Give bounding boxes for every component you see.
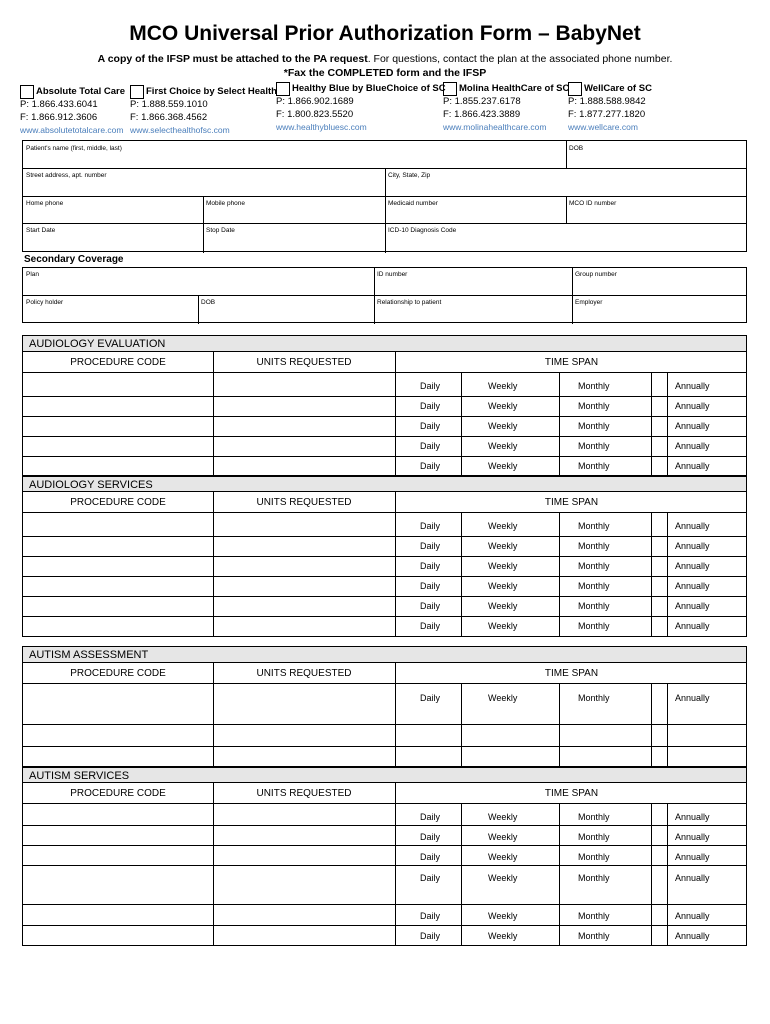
timespan-weekly[interactable]: Weekly bbox=[488, 381, 518, 391]
stop-date-field[interactable]: Stop Date bbox=[206, 227, 235, 234]
timespan-daily[interactable]: Daily bbox=[420, 381, 441, 391]
section-autism-assessment bbox=[22, 646, 747, 767]
timespan-monthly[interactable]: Monthly bbox=[578, 541, 610, 551]
timespan-annually[interactable]: Annually bbox=[675, 561, 710, 571]
timespan-daily[interactable]: Daily bbox=[420, 461, 441, 471]
plan-wellcare bbox=[568, 82, 652, 134]
timespan-annually[interactable]: Annually bbox=[675, 693, 710, 703]
plan-name: Healthy Blue by BlueChoice of SC bbox=[292, 82, 446, 94]
timespan-annually[interactable]: Annually bbox=[675, 521, 710, 531]
medicaid-number-field[interactable]: Medicaid number bbox=[388, 200, 438, 207]
col-procedure-code: PROCEDURE CODE bbox=[70, 497, 166, 508]
plan-fax: F: 1.877.277.1820 bbox=[568, 108, 646, 120]
timespan-annually[interactable]: Annually bbox=[675, 873, 710, 883]
timespan-daily[interactable]: Daily bbox=[420, 541, 441, 551]
timespan-weekly[interactable]: Weekly bbox=[488, 561, 518, 571]
timespan-daily[interactable]: Daily bbox=[420, 832, 441, 842]
timespan-monthly[interactable]: Monthly bbox=[578, 601, 610, 611]
form-title: MCO Universal Prior Authorization Form – BabyNet bbox=[129, 22, 641, 45]
timespan-annually[interactable]: Annually bbox=[675, 621, 710, 631]
timespan-weekly[interactable]: Weekly bbox=[488, 621, 518, 631]
timespan-annually[interactable]: Annually bbox=[675, 931, 710, 941]
plan-first-choice bbox=[130, 85, 277, 137]
section-title: AUDIOLOGY SERVICES bbox=[23, 476, 746, 492]
home-phone-field[interactable]: Home phone bbox=[26, 200, 64, 207]
start-date-field[interactable]: Start Date bbox=[26, 227, 56, 234]
timespan-monthly[interactable]: Monthly bbox=[578, 693, 610, 703]
section-title: AUTISM SERVICES bbox=[23, 767, 746, 783]
timespan-monthly[interactable]: Monthly bbox=[578, 381, 610, 391]
timespan-daily[interactable]: Daily bbox=[420, 873, 441, 883]
timespan-weekly[interactable]: Weekly bbox=[488, 931, 518, 941]
col-time-span: TIME SPAN bbox=[544, 788, 599, 799]
col-procedure-code: PROCEDURE CODE bbox=[70, 357, 166, 368]
plan-phone: P: 1.866.902.1689 bbox=[276, 96, 354, 107]
section-autism-services bbox=[22, 767, 747, 946]
secondary-coverage-heading: Secondary Coverage bbox=[24, 254, 124, 265]
plan-website[interactable]: www.selecthealthofsc.com bbox=[130, 125, 230, 135]
timespan-daily[interactable]: Daily bbox=[420, 693, 441, 703]
ifsp-note-rest: . For questions, contact the plan at the associated phone number. bbox=[367, 53, 673, 65]
plan-checkbox-healthy-blue[interactable] bbox=[276, 82, 290, 96]
timespan-weekly[interactable]: Weekly bbox=[488, 832, 518, 842]
relationship-field[interactable]: Relationship to patient bbox=[377, 299, 442, 306]
col-units-requested: UNITS REQUESTED bbox=[256, 497, 352, 508]
timespan-monthly[interactable]: Monthly bbox=[578, 832, 610, 842]
timespan-daily[interactable]: Daily bbox=[420, 852, 441, 862]
policy-holder-field[interactable]: Policy holder bbox=[26, 299, 64, 306]
col-time-span: TIME SPAN bbox=[544, 497, 599, 508]
plan-molina bbox=[443, 82, 569, 134]
plan-healthy-blue bbox=[276, 82, 446, 134]
timespan-monthly[interactable]: Monthly bbox=[578, 561, 610, 571]
secondary-id-field[interactable]: ID number bbox=[377, 271, 408, 278]
timespan-monthly[interactable]: Monthly bbox=[578, 621, 610, 631]
mobile-phone-field[interactable]: Mobile phone bbox=[206, 200, 246, 207]
patient-info-section bbox=[22, 140, 747, 252]
plan-name: First Choice by Select Health bbox=[146, 85, 277, 97]
plan-name: WellCare of SC bbox=[584, 82, 652, 94]
timespan-weekly[interactable]: Weekly bbox=[488, 541, 518, 551]
col-procedure-code: PROCEDURE CODE bbox=[70, 788, 166, 799]
plan-website[interactable]: www.wellcare.com bbox=[568, 122, 638, 132]
col-units-requested: UNITS REQUESTED bbox=[256, 788, 352, 799]
timespan-weekly[interactable]: Weekly bbox=[488, 461, 518, 471]
timespan-weekly[interactable]: Weekly bbox=[488, 911, 518, 921]
timespan-monthly[interactable]: Monthly bbox=[578, 873, 610, 883]
section-audiology-services bbox=[22, 476, 747, 637]
secondary-plan-field[interactable]: Plan bbox=[26, 271, 40, 278]
timespan-daily[interactable]: Daily bbox=[420, 812, 441, 822]
secondary-coverage-section bbox=[22, 267, 747, 323]
timespan-daily[interactable]: Daily bbox=[420, 421, 441, 431]
plan-absolute-total-care bbox=[20, 85, 125, 137]
plan-phone: P: 1.888.559.1010 bbox=[130, 99, 208, 110]
timespan-weekly[interactable]: Weekly bbox=[488, 812, 518, 822]
street-address-field[interactable]: Street address, apt. number bbox=[26, 172, 107, 179]
employer-field[interactable]: Employer bbox=[575, 299, 603, 306]
timespan-daily[interactable]: Daily bbox=[420, 931, 441, 941]
timespan-annually[interactable]: Annually bbox=[675, 812, 710, 822]
patient-dob-field[interactable]: DOB bbox=[569, 145, 584, 152]
timespan-monthly[interactable]: Monthly bbox=[578, 931, 610, 941]
plan-fax: F: 1.866.423.3889 bbox=[443, 108, 521, 120]
timespan-annually[interactable]: Annually bbox=[675, 581, 710, 591]
plan-fax: F: 1.800.823.5520 bbox=[276, 108, 354, 120]
plan-website[interactable]: www.absolutetotalcare.com bbox=[20, 125, 124, 135]
ifsp-note-bold: A copy of the IFSP must be attached to the PA request bbox=[97, 53, 368, 65]
timespan-monthly[interactable]: Monthly bbox=[578, 812, 610, 822]
timespan-daily[interactable]: Daily bbox=[420, 621, 441, 631]
timespan-monthly[interactable]: Monthly bbox=[578, 461, 610, 471]
timespan-annually[interactable]: Annually bbox=[675, 541, 710, 551]
timespan-annually[interactable]: Annually bbox=[675, 832, 710, 842]
timespan-weekly[interactable]: Weekly bbox=[488, 401, 518, 411]
icd10-field[interactable]: ICD-10 Diagnosis Code bbox=[388, 227, 457, 234]
plan-phone: P: 1.855.237.6178 bbox=[443, 96, 521, 107]
timespan-daily[interactable]: Daily bbox=[420, 441, 441, 451]
timespan-annually[interactable]: Annually bbox=[675, 601, 710, 611]
mco-id-field[interactable]: MCO ID number bbox=[569, 200, 617, 207]
fax-note: *Fax the COMPLETED form and the IFSP bbox=[283, 67, 487, 79]
secondary-dob-field[interactable]: DOB bbox=[201, 299, 216, 306]
timespan-monthly[interactable]: Monthly bbox=[578, 521, 610, 531]
timespan-annually[interactable]: Annually bbox=[675, 401, 710, 411]
timespan-daily[interactable]: Daily bbox=[420, 911, 441, 921]
plan-checkbox-absolute[interactable] bbox=[20, 85, 34, 99]
timespan-annually[interactable]: Annually bbox=[675, 461, 710, 471]
timespan-monthly[interactable]: Monthly bbox=[578, 581, 610, 591]
timespan-monthly[interactable]: Monthly bbox=[578, 852, 610, 862]
timespan-monthly[interactable]: Monthly bbox=[578, 421, 610, 431]
col-procedure-code: PROCEDURE CODE bbox=[70, 668, 166, 679]
city-state-zip-field[interactable]: City, State, Zip bbox=[388, 172, 431, 179]
secondary-group-field[interactable]: Group number bbox=[575, 271, 617, 278]
timespan-daily[interactable]: Daily bbox=[420, 581, 441, 591]
col-units-requested: UNITS REQUESTED bbox=[256, 668, 352, 679]
timespan-annually[interactable]: Annually bbox=[675, 911, 710, 921]
plan-checkbox-wellcare[interactable] bbox=[568, 82, 582, 96]
plan-checkbox-molina[interactable] bbox=[443, 82, 457, 96]
plan-phone: P: 1.866.433.6041 bbox=[20, 99, 98, 110]
plan-fax: F: 1.866.368.4562 bbox=[130, 111, 208, 123]
ifsp-note bbox=[0, 53, 770, 65]
plan-checkbox-first-choice[interactable] bbox=[130, 85, 144, 99]
timespan-weekly[interactable]: Weekly bbox=[488, 521, 518, 531]
section-title: AUDIOLOGY EVALUATION bbox=[23, 336, 746, 352]
timespan-annually[interactable]: Annually bbox=[675, 381, 710, 391]
plan-fax: F: 1.866.912.3606 bbox=[20, 111, 98, 123]
timespan-weekly[interactable]: Weekly bbox=[488, 601, 518, 611]
plan-name: Molina HealthCare of SC bbox=[459, 82, 570, 94]
plan-website[interactable]: www.healthybluesc.com bbox=[276, 122, 367, 132]
patient-name-field[interactable]: Patient's name (first, middle, last) bbox=[26, 145, 122, 152]
plan-website[interactable]: www.molinahealthcare.com bbox=[443, 122, 547, 132]
col-units-requested: UNITS REQUESTED bbox=[256, 357, 352, 368]
timespan-weekly[interactable]: Weekly bbox=[488, 441, 518, 451]
timespan-monthly[interactable]: Monthly bbox=[578, 911, 610, 921]
timespan-daily[interactable]: Daily bbox=[420, 401, 441, 411]
timespan-annually[interactable]: Annually bbox=[675, 421, 710, 431]
timespan-weekly[interactable]: Weekly bbox=[488, 852, 518, 862]
timespan-monthly[interactable]: Monthly bbox=[578, 401, 610, 411]
col-time-span: TIME SPAN bbox=[544, 668, 599, 679]
timespan-daily[interactable]: Daily bbox=[420, 521, 441, 531]
timespan-monthly[interactable]: Monthly bbox=[578, 441, 610, 451]
timespan-daily[interactable]: Daily bbox=[420, 561, 441, 571]
timespan-annually[interactable]: Annually bbox=[675, 441, 710, 451]
section-audiology-evaluation bbox=[22, 335, 747, 476]
timespan-daily[interactable]: Daily bbox=[420, 601, 441, 611]
plan-name: Absolute Total Care bbox=[36, 85, 126, 97]
timespan-annually[interactable]: Annually bbox=[675, 852, 710, 862]
timespan-weekly[interactable]: Weekly bbox=[488, 693, 518, 703]
timespan-weekly[interactable]: Weekly bbox=[488, 873, 518, 883]
section-title: AUTISM ASSESSMENT bbox=[23, 647, 746, 663]
timespan-weekly[interactable]: Weekly bbox=[488, 581, 518, 591]
col-time-span: TIME SPAN bbox=[544, 357, 599, 368]
timespan-weekly[interactable]: Weekly bbox=[488, 421, 518, 431]
plan-phone: P: 1.888.588.9842 bbox=[568, 96, 646, 107]
